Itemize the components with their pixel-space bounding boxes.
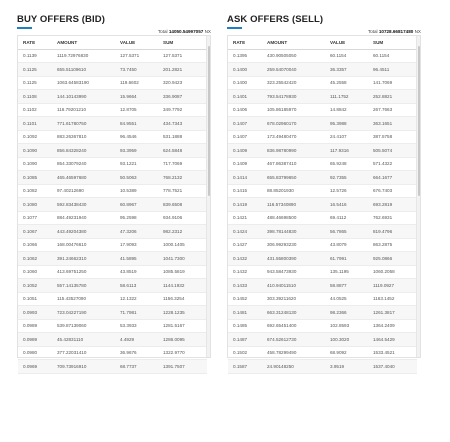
bid-table-row[interactable] <box>18 49 207 63</box>
ask-cell-sum: 505.5074 <box>368 144 417 158</box>
bid-cell-sum: 778.7521 <box>158 184 207 198</box>
bid-cell-rate: 0.1108 <box>18 90 52 104</box>
bid-cell-value: 41.5895 <box>115 252 158 266</box>
bid-header-amount: AMOUNT <box>52 36 115 49</box>
ask-cell-amount: 431.55800390 <box>262 252 325 266</box>
bid-cell-value: 96.4546 <box>115 130 158 144</box>
ask-total-label: Total <box>367 29 378 34</box>
bid-table-row[interactable] <box>18 103 207 117</box>
bid-header-rate: RATE <box>18 36 52 49</box>
ask-cell-amount: 173.49480470 <box>262 130 325 144</box>
bid-table-row[interactable] <box>18 333 207 347</box>
ask-cell-rate: 0.1401 <box>228 90 262 104</box>
ask-cell-amount: 655.83799650 <box>262 171 325 185</box>
bid-total <box>17 28 217 35</box>
ask-cell-sum: 819.4796 <box>368 225 417 239</box>
bid-cell-sum: 768.2132 <box>158 171 207 185</box>
ask-cell-value: 92.7355 <box>325 171 368 185</box>
ask-cell-amount: 323.25542420 <box>262 76 325 90</box>
bid-table-row[interactable] <box>18 252 207 266</box>
ask-cell-amount: 116.57340890 <box>262 198 325 212</box>
bid-table-row[interactable] <box>18 171 207 185</box>
bid-cell-sum: 1085.5819 <box>158 265 207 279</box>
ask-table-row[interactable] <box>228 360 417 374</box>
ask-total-unit: NX <box>414 29 421 34</box>
ask-cell-amount: 410.94011510 <box>262 279 325 293</box>
bid-cell-value: 50.5063 <box>115 171 158 185</box>
ask-cell-rate: 0.1481 <box>228 306 262 320</box>
ask-scroll-thumb[interactable] <box>418 46 421 196</box>
ask-cell-value: 102.8593 <box>325 319 368 333</box>
bid-cell-sum: 1286.0095 <box>158 333 207 347</box>
ask-table-row[interactable] <box>228 225 417 239</box>
bid-cell-value: 17.9093 <box>115 238 158 252</box>
bid-cell-sum: 982.2312 <box>158 225 207 239</box>
bid-cell-amount: 116.79201210 <box>52 103 115 117</box>
ask-cell-amount: 105.86185970 <box>262 103 325 117</box>
bid-cell-amount: 655.51109610 <box>52 63 115 77</box>
ask-cell-rate: 0.1433 <box>228 279 262 293</box>
ask-cell-rate: 0.1502 <box>228 346 262 360</box>
ask-cell-rate: 0.1587 <box>228 360 262 374</box>
bid-cell-value: 60.8967 <box>115 198 158 212</box>
ask-cell-sum: 267.7663 <box>368 103 417 117</box>
bid-cell-amount: 45.42831110 <box>52 333 115 347</box>
ask-cell-amount: 663.31248130 <box>262 306 325 320</box>
bid-cell-rate: 0.1085 <box>18 171 52 185</box>
bid-cell-rate: 0.1090 <box>18 157 52 171</box>
ask-cell-amount: 306.99293230 <box>262 238 325 252</box>
bid-table-row[interactable] <box>18 265 207 279</box>
bid-cell-value: 71.7981 <box>115 306 158 320</box>
bid-cell-rate: 0.1066 <box>18 238 52 252</box>
bid-scroll-thumb[interactable] <box>208 46 211 196</box>
bid-cell-rate: 0.0980 <box>18 346 52 360</box>
ask-cell-sum: 1533.4521 <box>368 346 417 360</box>
ask-cell-value: 111.1752 <box>325 90 368 104</box>
bid-table-row[interactable] <box>18 319 207 333</box>
ask-cell-value: 12.5726 <box>325 184 368 198</box>
bid-cell-amount: 1063.64583190 <box>52 76 115 90</box>
bid-table-container[interactable] <box>17 35 211 369</box>
bid-cell-value: 84.9551 <box>115 117 158 131</box>
bid-cell-value: 4.4929 <box>115 333 158 347</box>
bid-cell-amount: 854.33079240 <box>52 157 115 171</box>
bid-table-row[interactable] <box>18 157 207 171</box>
bid-cell-amount: 539.87139060 <box>52 319 115 333</box>
ask-cell-amount: 303.39211620 <box>262 292 325 306</box>
ask-table-row[interactable] <box>228 76 417 90</box>
ask-table <box>228 36 417 374</box>
ask-cell-sum: 252.8821 <box>368 90 417 104</box>
bid-cell-amount: 377.22031410 <box>52 346 115 360</box>
bid-cell-value: 73.7450 <box>115 63 158 77</box>
bid-cell-rate: 0.1125 <box>18 76 52 90</box>
ask-cell-value: 44.0525 <box>325 292 368 306</box>
bid-panel <box>17 14 217 369</box>
ask-table-row[interactable] <box>228 184 417 198</box>
ask-header-amount: AMOUNT <box>262 36 325 49</box>
bid-cell-value: 119.6602 <box>115 76 158 90</box>
bid-header-value: VALUE <box>115 36 158 49</box>
ask-table-row[interactable] <box>228 292 417 306</box>
ask-cell-rate: 0.1487 <box>228 333 262 347</box>
ask-cell-sum: 925.0866 <box>368 252 417 266</box>
ask-cell-value: 61.7991 <box>325 252 368 266</box>
ask-cell-rate: 0.1415 <box>228 184 262 198</box>
ask-scrollbar[interactable] <box>416 36 420 357</box>
ask-cell-amount: 24.90148250 <box>262 360 325 374</box>
bid-table-row[interactable] <box>18 360 207 374</box>
ask-table-row[interactable] <box>228 90 417 104</box>
ask-table-row[interactable] <box>228 157 417 171</box>
bid-table-row[interactable] <box>18 63 207 77</box>
bid-table-row[interactable] <box>18 211 207 225</box>
bid-cell-sum: 127.5371 <box>158 49 207 63</box>
bid-cell-rate: 0.0989 <box>18 333 52 347</box>
bid-total-value: 14050.54997057 <box>168 29 204 34</box>
ask-cell-value: 14.8842 <box>325 103 368 117</box>
ask-cell-amount: 692.65451400 <box>262 319 325 333</box>
ask-table-row[interactable] <box>228 144 417 158</box>
bid-cell-sum: 1156.3254 <box>158 292 207 306</box>
ask-cell-sum: 1364.2409 <box>368 319 417 333</box>
ask-cell-rate: 0.1407 <box>228 130 262 144</box>
ask-cell-rate: 0.1419 <box>228 198 262 212</box>
ask-header-sum: SUM <box>368 36 417 49</box>
ask-cell-amount: 943.58473930 <box>262 265 325 279</box>
bid-cell-rate: 0.1052 <box>18 279 52 293</box>
bid-cell-sum: 531.1888 <box>158 130 207 144</box>
bid-cell-value: 68.7737 <box>115 360 158 374</box>
bid-cell-rate: 0.1139 <box>18 49 52 63</box>
ask-table-row[interactable] <box>228 198 417 212</box>
bid-cell-value: 47.3206 <box>115 225 158 239</box>
ask-table-row[interactable] <box>228 279 417 293</box>
bid-scrollbar[interactable] <box>206 36 210 357</box>
ask-cell-value: 95.3988 <box>325 117 368 131</box>
ask-panel-title: ASK OFFERS (SELL) <box>227 14 324 25</box>
bid-table-row[interactable] <box>18 238 207 252</box>
ask-table-row[interactable] <box>228 211 417 225</box>
bid-cell-sum: 1144.1932 <box>158 279 207 293</box>
ask-cell-value: 58.8877 <box>325 279 368 293</box>
ask-table-body <box>228 49 417 373</box>
ask-cell-rate: 0.1409 <box>228 144 262 158</box>
ask-cell-sum: 762.6931 <box>368 211 417 225</box>
ask-cell-sum: 60.1154 <box>368 49 417 63</box>
ask-header-value: VALUE <box>325 36 368 49</box>
ask-table-header <box>228 36 417 49</box>
ask-cell-rate: 0.1395 <box>228 49 262 63</box>
ask-cell-value: 135.1195 <box>325 265 368 279</box>
bid-table-row[interactable] <box>18 198 207 212</box>
ask-table-row[interactable] <box>228 63 417 77</box>
ask-cell-sum: 363.1651 <box>368 117 417 131</box>
ask-total-value: 10728.66817480 <box>378 29 414 34</box>
ask-cell-sum: 1537.4040 <box>368 360 417 374</box>
ask-cell-value: 24.4107 <box>325 130 368 144</box>
bid-cell-rate: 0.0969 <box>18 360 52 374</box>
bid-cell-rate: 0.1082 <box>18 184 52 198</box>
ask-cell-value: 16.5416 <box>325 198 368 212</box>
ask-table-row[interactable] <box>228 333 417 347</box>
ask-cell-amount: 488.46698500 <box>262 211 325 225</box>
bid-cell-amount: 557.14135780 <box>52 279 115 293</box>
ask-cell-sum: 96.4511 <box>368 63 417 77</box>
bid-cell-amount: 97.40212690 <box>52 184 115 198</box>
bid-cell-value: 127.5371 <box>115 49 158 63</box>
ask-cell-amount: 430.90505050 <box>262 49 325 63</box>
bid-cell-value: 58.6113 <box>115 279 158 293</box>
bid-table-row[interactable] <box>18 184 207 198</box>
ask-table-container[interactable] <box>227 35 421 369</box>
bid-total-unit: NX <box>204 29 211 34</box>
bid-cell-value: 12.1322 <box>115 292 158 306</box>
bid-cell-amount: 443.49204380 <box>52 225 115 239</box>
ask-cell-rate: 0.1432 <box>228 252 262 266</box>
ask-cell-rate: 0.1424 <box>228 225 262 239</box>
bid-cell-rate: 0.1125 <box>18 63 52 77</box>
ask-table-row[interactable] <box>228 171 417 185</box>
ask-cell-rate: 0.1407 <box>228 117 262 131</box>
bid-cell-value: 10.5389 <box>115 184 158 198</box>
bid-table-row[interactable] <box>18 225 207 239</box>
bid-cell-value: 36.9676 <box>115 346 158 360</box>
ask-cell-sum: 387.5758 <box>368 130 417 144</box>
ask-cell-value: 69.4112 <box>325 211 368 225</box>
ask-cell-value: 98.2366 <box>325 306 368 320</box>
ask-cell-sum: 863.2875 <box>368 238 417 252</box>
bid-cell-sum: 839.6508 <box>158 198 207 212</box>
ask-cell-value: 45.2558 <box>325 76 368 90</box>
bid-cell-value: 43.8519 <box>115 265 158 279</box>
ask-cell-sum: 1163.1452 <box>368 292 417 306</box>
ask-total <box>227 28 427 35</box>
bid-table-row[interactable] <box>18 306 207 320</box>
bid-cell-rate: 0.1067 <box>18 225 52 239</box>
ask-cell-rate: 0.1421 <box>228 211 262 225</box>
bid-cell-value: 15.9664 <box>115 90 158 104</box>
bid-cell-sum: 320.9423 <box>158 76 207 90</box>
bid-cell-rate: 0.1092 <box>18 130 52 144</box>
bid-table-row[interactable] <box>18 130 207 144</box>
ask-cell-rate: 0.1409 <box>228 157 262 171</box>
ask-table-row[interactable] <box>228 346 417 360</box>
ask-cell-value: 68.9092 <box>325 346 368 360</box>
ask-table-row[interactable] <box>228 117 417 131</box>
ask-cell-amount: 88.85201930 <box>262 184 325 198</box>
bid-cell-rate: 0.1060 <box>18 265 52 279</box>
ask-cell-sum: 693.2819 <box>368 198 417 212</box>
bid-cell-value: 12.8705 <box>115 103 158 117</box>
ask-cell-rate: 0.1432 <box>228 265 262 279</box>
bid-panel-title: BUY OFFERS (BID) <box>17 14 105 25</box>
bid-table-row[interactable] <box>18 292 207 306</box>
bid-cell-amount: 771.61780750 <box>52 117 115 131</box>
ask-table-row[interactable] <box>228 103 417 117</box>
bid-cell-rate: 0.1101 <box>18 117 52 131</box>
bid-table-row[interactable] <box>18 279 207 293</box>
ask-table-row[interactable] <box>228 252 417 266</box>
ask-table-row[interactable] <box>228 130 417 144</box>
bid-table-header <box>18 36 207 49</box>
bid-cell-sum: 624.5848 <box>158 144 207 158</box>
bid-table-row[interactable] <box>18 117 207 131</box>
ask-cell-sum: 571.4322 <box>368 157 417 171</box>
bid-cell-rate: 0.0993 <box>18 306 52 320</box>
bid-cell-amount: 856.84328240 <box>52 144 115 158</box>
bid-cell-sum: 1041.7300 <box>158 252 207 266</box>
ask-cell-rate: 0.1406 <box>228 103 262 117</box>
ask-cell-value: 60.1154 <box>325 49 368 63</box>
ask-cell-amount: 678.02960170 <box>262 117 325 131</box>
ask-cell-sum: 664.1677 <box>368 171 417 185</box>
ask-cell-value: 36.3357 <box>325 63 368 77</box>
ask-cell-amount: 793.54178930 <box>262 90 325 104</box>
bid-cell-value: 53.3933 <box>115 319 158 333</box>
ask-table-row[interactable] <box>228 49 417 63</box>
ask-cell-amount: 467.86387410 <box>262 157 325 171</box>
ask-table-row[interactable] <box>228 306 417 320</box>
bid-cell-value: 93.3959 <box>115 144 158 158</box>
bid-header-sum: SUM <box>158 36 207 49</box>
ask-cell-sum: 141.7069 <box>368 76 417 90</box>
bid-cell-rate: 0.1090 <box>18 144 52 158</box>
ask-cell-rate: 0.1427 <box>228 238 262 252</box>
ask-cell-amount: 259.54070040 <box>262 63 325 77</box>
ask-cell-amount: 458.78299490 <box>262 346 325 360</box>
ask-cell-value: 117.9316 <box>325 144 368 158</box>
ask-table-row[interactable] <box>228 319 417 333</box>
bid-cell-sum: 1322.9770 <box>158 346 207 360</box>
ask-cell-amount: 398.78144830 <box>262 225 325 239</box>
bid-table-row[interactable] <box>18 76 207 90</box>
ask-cell-amount: 674.52612730 <box>262 333 325 347</box>
bid-table-body <box>18 49 207 373</box>
bid-cell-sum: 1281.5167 <box>158 319 207 333</box>
ask-cell-value: 3.9519 <box>325 360 368 374</box>
bid-table <box>18 36 207 374</box>
bid-cell-rate: 0.1062 <box>18 252 52 266</box>
bid-cell-sum: 1000.1405 <box>158 238 207 252</box>
bid-cell-sum: 349.7792 <box>158 103 207 117</box>
ask-cell-sum: 1060.2058 <box>368 265 417 279</box>
ask-cell-value: 65.9248 <box>325 157 368 171</box>
bid-cell-amount: 592.83438430 <box>52 198 115 212</box>
bid-cell-sum: 1228.1235 <box>158 306 207 320</box>
ask-table-row[interactable] <box>228 265 417 279</box>
bid-cell-sum: 1391.7507 <box>158 360 207 374</box>
bid-cell-rate: 0.1077 <box>18 211 52 225</box>
ask-header-rate: RATE <box>228 36 262 49</box>
bid-table-row[interactable] <box>18 346 207 360</box>
bid-cell-amount: 115.43527090 <box>52 292 115 306</box>
bid-cell-amount: 144.10143990 <box>52 90 115 104</box>
bid-cell-rate: 0.1080 <box>18 198 52 212</box>
bid-cell-amount: 1119.72976830 <box>52 49 115 63</box>
ask-table-row[interactable] <box>228 238 417 252</box>
ask-cell-sum: 1464.5429 <box>368 333 417 347</box>
bid-cell-amount: 413.69751250 <box>52 265 115 279</box>
bid-cell-amount: 723.04227190 <box>52 306 115 320</box>
bid-cell-sum: 434.7343 <box>158 117 207 131</box>
bid-cell-rate: 0.1051 <box>18 292 52 306</box>
ask-cell-amount: 836.98780990 <box>262 144 325 158</box>
ask-cell-value: 100.3020 <box>325 333 368 347</box>
bid-table-row[interactable] <box>18 144 207 158</box>
bid-cell-value: 95.2598 <box>115 211 158 225</box>
ask-cell-sum: 1261.3817 <box>368 306 417 320</box>
ask-cell-sum: 676.7403 <box>368 184 417 198</box>
bid-cell-rate: 0.0989 <box>18 319 52 333</box>
bid-cell-amount: 709.73916910 <box>52 360 115 374</box>
ask-cell-rate: 0.1452 <box>228 292 262 306</box>
bid-cell-amount: 465.46597680 <box>52 171 115 185</box>
ask-cell-rate: 0.1485 <box>228 319 262 333</box>
bid-cell-value: 93.1221 <box>115 157 158 171</box>
bid-total-label: Total <box>157 29 168 34</box>
ask-cell-value: 43.8079 <box>325 238 368 252</box>
ask-cell-value: 56.7865 <box>325 225 368 239</box>
bid-cell-amount: 884.49231940 <box>52 211 115 225</box>
bid-cell-amount: 168.00476610 <box>52 238 115 252</box>
bid-cell-sum: 336.9087 <box>158 90 207 104</box>
ask-cell-rate: 0.1400 <box>228 63 262 77</box>
bid-cell-rate: 0.1102 <box>18 103 52 117</box>
bid-cell-sum: 717.7069 <box>158 157 207 171</box>
bid-cell-amount: 883.26367810 <box>52 130 115 144</box>
bid-cell-amount: 391.24662310 <box>52 252 115 266</box>
ask-cell-rate: 0.1414 <box>228 171 262 185</box>
ask-cell-rate: 0.1400 <box>228 76 262 90</box>
ask-cell-sum: 1119.0927 <box>368 279 417 293</box>
ask-panel <box>227 14 427 369</box>
bid-table-row[interactable] <box>18 90 207 104</box>
bid-cell-sum: 201.2821 <box>158 63 207 77</box>
bid-cell-sum: 934.9106 <box>158 211 207 225</box>
